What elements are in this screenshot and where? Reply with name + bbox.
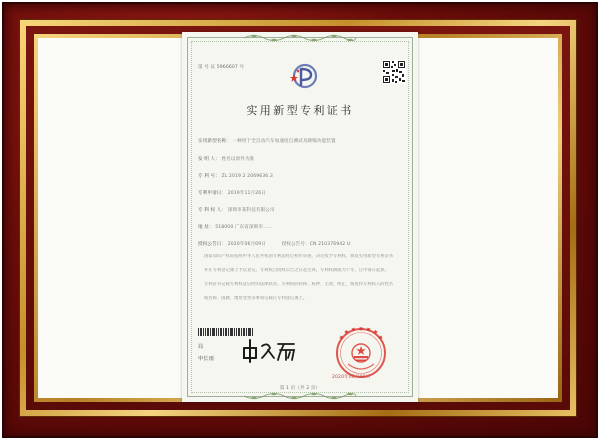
field-value: 深圳市某科技有限公司 — [227, 208, 275, 213]
field-label: 实用新型名称： — [198, 139, 231, 144]
field-label: 授权公告日： — [198, 242, 227, 247]
field-application-date — [198, 190, 266, 196]
field-grant-date — [198, 241, 350, 247]
vine-ornament-bottom — [242, 391, 358, 401]
certificate-body-line: 或名称、国籍、地址变更等事项记载在专利登记簿上。 — [204, 296, 308, 301]
field-value: 518000 广东省深圳市…… — [215, 225, 273, 230]
official-seal-icon — [334, 326, 388, 380]
qr-code — [382, 60, 406, 84]
signer-label-1: 局 — [198, 344, 204, 350]
signer-label-2: 申长雨 — [198, 356, 214, 362]
certificate-body-line: 国家知识产权局依照中华人民共和国专利法经过初步审查，决定授予专利权，颁发实用新型专利证书 — [204, 254, 394, 259]
signature-image — [240, 336, 300, 364]
barcode — [198, 328, 254, 336]
field-value: 一种用于全自动汽车加速度自测试及降噪功能装置 — [232, 139, 336, 144]
patent-certificate — [182, 32, 418, 402]
patent-office-logo-icon — [287, 60, 319, 92]
field-label: 专 利 权 人： — [198, 208, 227, 213]
field-label: 地 址： — [198, 225, 214, 230]
grant-publication-number: 授权公告号：CN 210376942 U — [281, 242, 351, 247]
field-value: 2020年06月09日 — [227, 242, 266, 247]
certificate-body-line: 专利证书记载专利权登记时的法律状况。专利权的转移、质押、无效、终止、恢复和专利权人的姓名 — [204, 282, 394, 287]
field-patentee — [198, 207, 275, 213]
certificate-number: 第 号 证 5966607 号 — [198, 65, 245, 70]
field-inventor — [198, 156, 254, 162]
certificate-body-line: 并在专利登记簿上予以登记。专利权自授权公告之日起生效。专利权期限为十年，自申请日起算。 — [204, 268, 389, 273]
page-number: 第 1 页（共 2 页） — [279, 386, 321, 391]
bottom-date: 2020年06月09日 — [332, 375, 371, 380]
field-value: 姓名以原件为准 — [221, 157, 255, 162]
field-label: 发 明 人： — [198, 157, 220, 162]
field-label: 专 利 号： — [198, 174, 220, 179]
field-value: ZL 2019 2 2069636.3 — [221, 174, 273, 179]
field-label: 专利申请日： — [198, 191, 227, 196]
field-value: 2019年11月26日 — [227, 191, 266, 196]
field-utility-model-name — [198, 138, 336, 144]
field-address — [198, 224, 272, 230]
vine-ornament-top — [242, 33, 358, 43]
field-patent-number — [198, 173, 273, 179]
certificate-title: 实用新型专利证书 — [246, 104, 354, 117]
